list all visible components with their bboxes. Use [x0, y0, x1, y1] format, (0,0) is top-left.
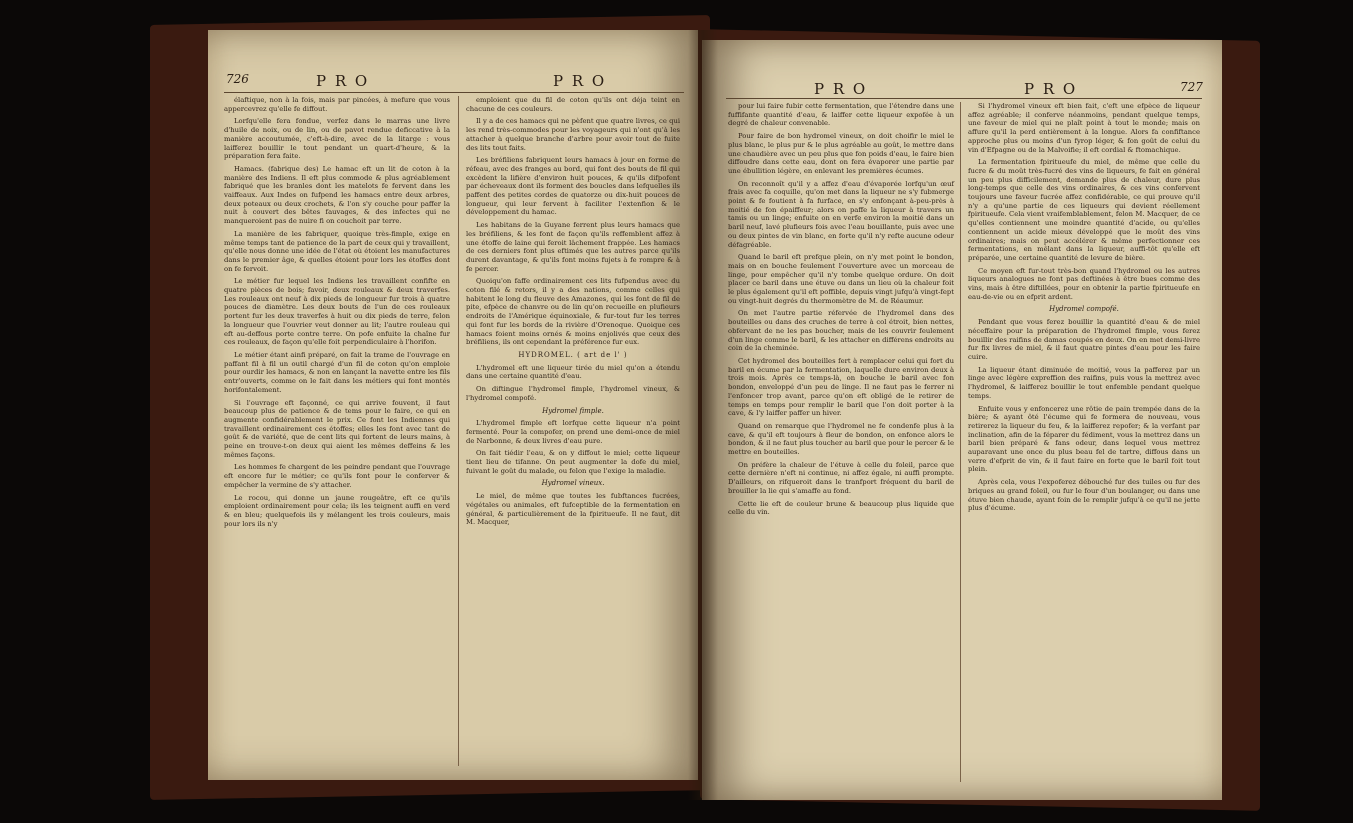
- paragraph: On reconnoît qu'il y a affez d'eau d'évaporée lorfqu'un œuf frais avec fa coquille, qu'on met dans la liqueur ne s'y fubmerge point & fe foutient à fa furface, en s'y enfonçant à-peu-près à moitié de fon épaiffeur; alors on paffe la liqueur à travers un tamis ou un linge; enfuite on en verfe environ la moitié dans un baril neuf, lavé plufieurs fois avec l'eau bouillante, puis avec une ou deux pintes de vin blanc, en forte qu'il n'y refte aucune odeur défagréable.: [728, 179, 954, 249]
- right-page-column-1: [728, 102, 954, 792]
- paragraph: Quand on remarque que l'hydromel ne fe condenfe plus à la cave, & qu'il eft toujours à fleur de bondon, on enfonce alors le bondon, & il ne faut plus toucher au baril que pour le percer & le mettre en bouteilles.: [728, 421, 954, 457]
- paragraph: Le rocou, qui donne un jaune rougeâtre, eft ce qu'ils emploient ordinairement pour cela; ils les teignent auffi en verd & en bleu; quelquefois ils y mélangent les trois couleurs, mais pour lors ils n'y: [224, 493, 450, 528]
- left-page-column-2: [466, 96, 680, 776]
- column-divider-left: [458, 96, 459, 766]
- paragraph: Les habitans de la Guyane ferrent plus leurs hamacs que les bréfiliens, & les font de façon qu'ils reffemblent affez à une étoffe de laine qui feroit lâchement frappée. Les hamacs de ces derniers font plus eftimés que les autres parce qu'ils durent davantage, & qu'ils font moins fujets à fe rompre & à fe percer.: [466, 221, 680, 273]
- running-head-left-1: P R O: [316, 72, 370, 90]
- paragraph: Si l'ouvrage eft façonné, ce qui arrive fouvent, il faut beaucoup plus de patience & de tems pour le faire, ce qui en augmente confidérablement le prix. Ce font les Indiennes qui travaillent ordinairement ces étoffes; elles les font avec tant de goût & de variété, que de cent lits qui fortent de leurs mains, à peine en trouve-t-on deux qui aient les mêmes deffeins & les mêmes façons.: [224, 398, 450, 459]
- paragraph: emploient que du fil de coton qu'ils ont déja teint en chacune de ces couleurs.: [466, 96, 680, 113]
- paragraph: Hamacs. (fabrique des) Le hamac eft un lit de coton à la manière des Indiens. Il eft plus commode & plus agréablement fabriqué que les branles dont les matelots fe fervent dans les vaiffeaux. Aux Indes on fufpend les hamacs entre deux arbres, deux poteaux ou deux crochets, & l'on s'y couche pour paffer la nuit à couvert des bêtes fauvages, & des infectes qui ne manqueroient pas de nuire fi on couchoit par terre.: [224, 164, 450, 226]
- paragraph: Les bréfiliens fabriquent leurs hamacs à jour en forme de réfeau, avec des franges au bord, qui font des bouts de fil qui excèdent la lifière d'environ huit pouces, & qu'ils difpofent par écheveaux dont ils forment des boucles dans lefquelles ils paffent des petites cordes de quatorze ou dix-huit pouces de longueur, qui leur fervent à faciliter l'extenfion & le développement du hamac.: [466, 156, 680, 217]
- paragraph: Pour faire de bon hydromel vineux, on doit choifir le miel le plus blanc, le plus pur & le plus agréable au goût, le mettre dans une chaudière avec un peu plus que fon poids d'eau, le faire bien diffoudre dans cette eau, dont on fera évaporer une partie par une ébullition légère, en enlevant les premières écumes.: [728, 132, 954, 175]
- page-number-left: 726: [226, 72, 249, 86]
- page-number-right: 727: [1180, 80, 1203, 94]
- running-head-left-2: P R O: [553, 72, 607, 90]
- paragraph: On préfère la chaleur de l'étuve à celle du foleil, parce que cette dernière n'eft ni continue, ni affez égale, ni auffi prompte. D'ailleurs, on rifqueroit dans le tranfport fréquent du baril de brouiller la lie qui s'amaffe au fond.: [728, 460, 954, 495]
- paragraph: Les hommes fe chargent de les peindre pendant que l'ouvrage eft encore fur le métier; ce qu'ils font pour le conferver & empêcher la vermine de s'y attacher.: [224, 463, 450, 489]
- paragraph: Enfuite vous y enfoncerez une rôtie de pain trempée dans de la bière; & ayant ôté l'écume qui fe formera de nouveau, vous retirerez la liqueur du feu, & la laifferez repofer; & la verfant par inclination, afin de la féparer du fédiment, vous la mettrez dans un baril bien préparé & fans odeur, dans lequel vous mettrez auparavant une once du plus beau fel de tartre, diffous dans un verre d'efprit de vin, & il faut faire en forte que le baril foit tout plein.: [968, 404, 1200, 474]
- paragraph: pour lui faire fubir cette fermentation, que l'étendre dans une fuffifante quantité d'eau, & laiffer cette liqueur expofée à un degré de chaleur convenable.: [728, 102, 954, 128]
- paragraph: Le miel, de même que toutes les fubftances fucrées, végétales ou animales, eft fufceptible de la fermentation en général, & particulièrement de la fpiritueufe. Il ne faut, dit M. Macquer,: [466, 492, 680, 527]
- paragraph: Ce moyen eft fur-tout très-bon quand l'hydromel ou les autres liqueurs analogues ne font pas deftinées à être bues comme des vins, mais à être diftillées, pour en obtenir la partie fpiritueufe en eau-de-vie ou en efprit ardent.: [968, 266, 1200, 301]
- right-page-column-2: [968, 102, 1200, 792]
- paragraph: Si l'hydromel vineux eft bien fait, c'eft une efpèce de liqueur affez agréable; il conferve néanmoins, pendant quelque temps, une faveur de miel qui ne plaît point à tout le monde; mais on affure qu'il la perd entièrement à la longue. Alors fa confiftance approche plus ou moins d'un fyrop léger, & fon goût de celui du vin d'Efpagne ou de la Malvoifie; il eft cordial & ftomachique.: [968, 102, 1200, 154]
- paragraph: élaftique, non à la fois, mais par pincées, à mefure que vous appercevrez qu'elle fe diffout.: [224, 96, 450, 113]
- paragraph: La fermentation fpiritueufe du miel, de même que celle du fucre & du moût très-fucré des vins de liqueurs, fe fait en général un peu plus difficilement, demande plus de chaleur, dure plus long-temps que celle des vins ordinaires, & ces vins confervent toujours une faveur fucrée affez confidérable, ce qui prouve qu'il n'y a qu'une partie de ces liqueurs qui devient réellement fpiritueufe. Cela vient vraifemblablement, felon M. Macquer, de ce qu'elles contiennent une moindre quantité d'acide, ou qu'elles contiennent un acide mieux développé que le moût des vins ordinaires; mais on peut accélérer & même perfectionner ces fermentations, en mêlant dans la liqueur, auffi-tôt qu'elle eft préparée, une certaine quantité de levure de bière.: [968, 158, 1200, 262]
- paragraph: L'hydromel fimple eft lorfque cette liqueur n'a point fermenté. Pour la compofer, on prend une demi-once de miel de Narbonne, & deux livres d'eau pure.: [466, 419, 680, 445]
- paragraph: L'hydromel eft une liqueur tirée du miel qu'on a étendu dans une certaine quantité d'eau.: [466, 363, 680, 381]
- paragraph: Cette lie eft de couleur brune & beaucoup plus liquide que celle du vin.: [728, 499, 954, 517]
- paragraph: Lorfqu'elle fera fondue, verfez dans le marras une livre d'huile de noix, ou de lin, ou de pavot rendue deficcative à la manière accoutumée, c'eft-à-dire, avec de la litarge : vous laifferez bouillir le tout pendant un quart-d'heure, & la préparation fera faite.: [224, 117, 450, 161]
- paragraph: Pendant que vous ferez bouillir la quantité d'eau & de miel néceffaire pour la préparation de l'hydromel fimple, vous ferez bouillir des raifins de damas coupés en deux. On en met demi-livre fur fix livres de miel, & il faut quatre pintes d'eau pour les faire cuire.: [968, 318, 1200, 361]
- paragraph: Le métier étant ainfi préparé, on fait la trame de l'ouvrage en paffant fil à fil un outil chargé d'un fil de coton qu'on emploie pour ourdir les hamacs, & non en lançant la navette entre les fils entr'ouverts, comme on le fait dans les métiers qui font montés horifontalement.: [224, 350, 450, 394]
- subheading-hydromel-vineux: Hydromel vineux.: [541, 479, 605, 488]
- section-heading-hydromel: HYDROMEL. ( art de l' ): [518, 350, 628, 359]
- paragraph: Il y a de ces hamacs qui ne pèfent que quatre livres, ce qui les rend très-commodes pour les voyageurs qui n'ont qu'à les attacher à quelque branche d'arbre pour avoir tout de fuite des lits tout faits.: [466, 117, 680, 152]
- paragraph: On met l'autre partie réfervée de l'hydromel dans des bouteilles ou dans des cruches de terre à col étroit, bien nettes, obfervant de ne les pas boucher, mais de les couvrir feulement d'un linge comme le baril, & les attacher en différens endroits au coin de la cheminée.: [728, 309, 954, 353]
- paragraph: Après cela, vous l'expoferez débouché fur des tuiles ou fur des briques au grand foleil, ou fur le four d'un boulanger, ou dans une étuve bien chaude, ayant foin de le remplir jufqu'à ce qu'il ne jette plus d'écume.: [968, 478, 1200, 513]
- head-rule-left: [224, 92, 684, 93]
- paragraph: On diftingue l'hydromel fimple, l'hydromel vineux, & l'hydromel compofé.: [466, 385, 680, 402]
- paragraph: La liqueur étant diminuée de moitié, vous la pafferez par un linge avec légère expreffion des raifins, puis vous la mettrez avec l'hydromel, & laifferez bouillir le tout enfemble pendant quelque temps.: [968, 365, 1200, 400]
- subheading-hydromel-compose: Hydromel compofé.: [1049, 305, 1119, 314]
- paragraph: Quoiqu'on faffe ordinairement ces lits fufpendus avec du coton filé & retors, il y a des nations, comme celles qui habitent le long du fleuve des Amazones, qui les font de fil de pite, efpèce de chanvre ou de lin qu'on recueille en plufieurs endroits de l'Amérique équinoxiale, & fur-tout fur les terres qui font fur les bords de la rivière d'Orenoque. Quoique ces hamacs foient moins ornés & moins enjolivés que ceux des bréfiliens, ils ont cependant la préférence fur eux.: [466, 277, 680, 347]
- paragraph: On fait tiédir l'eau, & on y diffout le miel; cette liqueur tient lieu de tifanne. On peut augmenter la dofe du miel, fuivant le goût du malade, ou felon que l'exige la maladie.: [466, 449, 680, 475]
- head-rule-right: [726, 98, 1202, 99]
- left-page: [208, 30, 698, 780]
- paragraph: Quand le baril eft prefque plein, on n'y met point le bondon, mais on en bouche feulement l'ouverture avec un morceau de linge, pour empêcher qu'il n'y tombe quelque ordure. On doit placer ce baril dans une étuve ou dans un lieu où la chaleur foit le plus également qu'il eft poffible, depuis vingt jufqu'à vingt-fept ou vingt-huit degrés du thermomètre de M. de Réaumur.: [728, 253, 954, 305]
- paragraph: Cet hydromel des bouteilles fert à remplacer celui qui fort du baril en écume par la fermentation, laquelle dure environ deux à trois mois. Après ce temps-là, on bouche le baril avec fon bondon, enveloppé d'un peu de linge. Il ne faut pas le ferrer ni l'enfoncer trop avant, parce qu'on eft obligé de le retirer de temps en temps pour remplir le baril que l'on doit porter à la cave, & l'y laiffer paffer un hiver.: [728, 356, 954, 418]
- book-gutter: [688, 30, 718, 800]
- running-head-right-2: P R O: [1024, 80, 1078, 98]
- running-head-right-1: P R O: [814, 80, 868, 98]
- column-divider-right: [960, 102, 961, 782]
- paragraph: La manière de les fabriquer, quoique très-fimple, exige en même temps tant de patience de la part de ceux qui y travaillent, qu'elle nous donne une idée de l'état où étoient les manufactures dans le premier âge, & quelles étoient pour lors les étoffes dont on fe fervoit.: [224, 229, 450, 273]
- right-page: [702, 40, 1222, 800]
- paragraph: Le métier fur lequel les Indiens les travaillent confifte en quatre pièces de bois; favoir, deux rouleaux & deux traverfes. Les rouleaux ont neuf à dix pieds de longueur fur trois à quatre pouces de diamètre. Les deux bouts de l'un de ces rouleaux portent fur les deux traverfes à huit ou dix pieds de terre, felon la longueur que l'ouvrier veut donner au lit; l'autre rouleau qui eft au-deffous porte contre terre. On pofe enfuite la chaîne fur ces rouleaux, de façon qu'elle foit perpendiculaire à l'horifon.: [224, 277, 450, 347]
- subheading-hydromel-simple: Hydromel fimple.: [542, 406, 604, 415]
- left-page-column-1: [224, 96, 450, 776]
